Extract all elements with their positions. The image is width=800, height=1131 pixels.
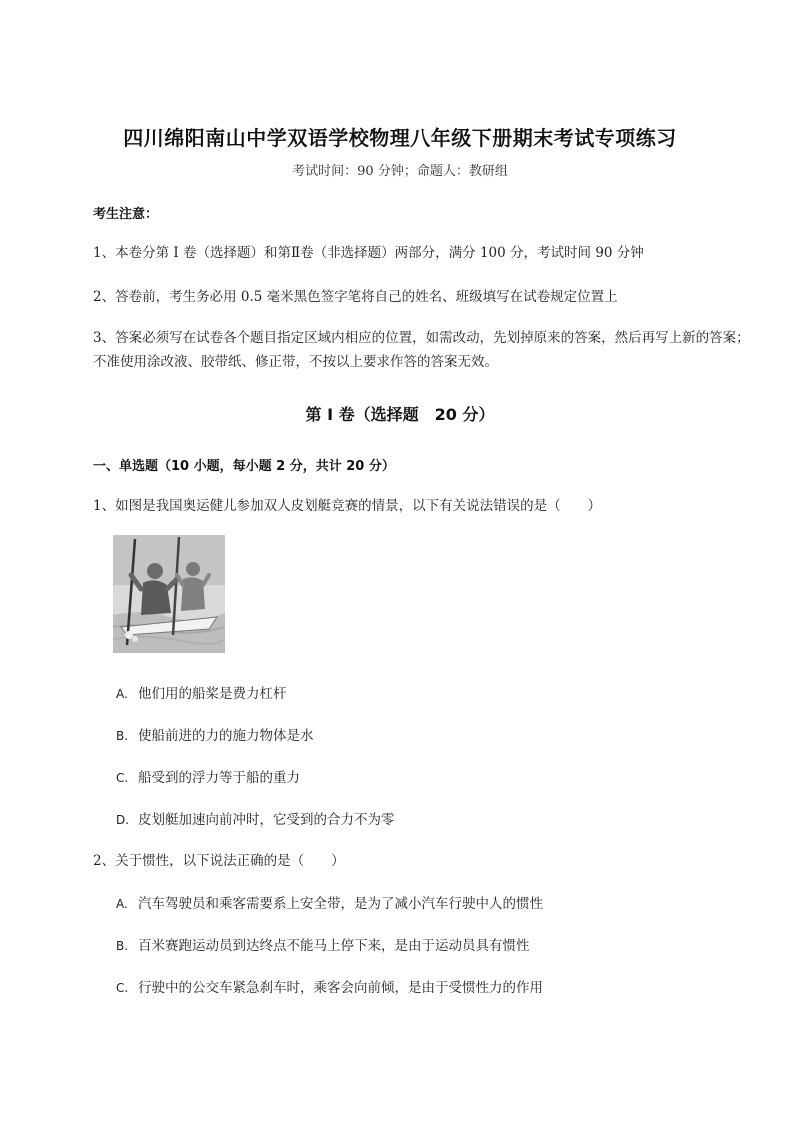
page-title: 四川绵阳南山中学双语学校物理八年级下册期末考试专项练习 [123, 126, 677, 150]
section-title: 第 I 卷（选择题 20 分） [305, 405, 495, 424]
question-stem: 2、关于惯性，以下说法正确的是（ ） [93, 853, 345, 869]
notice-item: 3、答案必须写在试卷各个题目指定区域内相应的位置，如需改动，先划掉原来的答案，然后再写上新的答案；不准使用涂改液、胶带纸、修正带，不按以上要求作答的答案无效。 [93, 330, 750, 370]
option-text: 皮划艇加速向前冲时，它受到的合力不为零 [138, 812, 395, 828]
option-a [116, 682, 287, 702]
option-c [116, 976, 543, 996]
kayak-photo-illustration [113, 535, 225, 653]
question-stem: 1、如图是我国奥运健儿参加双人皮划艇竞赛的情景，以下有关说法错误的是（ ） [93, 498, 602, 514]
option-a [116, 892, 543, 912]
option-letter: D. [116, 813, 130, 827]
option-text: 百米赛跑运动员到达终点不能马上停下来，是由于运动员具有惯性 [138, 938, 530, 954]
notice-item: 2、答卷前，考生务必用 0.5 毫米黑色签字笔将自己的姓名、班级填写在试卷规定位置上 [93, 289, 618, 305]
option-c [116, 766, 300, 786]
notice-heading: 考生注意： [93, 207, 159, 222]
option-letter: C. [116, 771, 129, 785]
option-letter: B. [116, 939, 129, 953]
option-letter: C. [116, 981, 129, 995]
option-text: 使船前进的力的施力物体是水 [138, 728, 314, 744]
option-text: 行驶中的公交车紧急刹车时，乘客会向前倾，是由于受惯性力的作用 [138, 980, 543, 996]
option-letter: A. [116, 897, 128, 911]
option-b [116, 934, 530, 954]
option-d [116, 808, 395, 828]
option-text: 汽车驾驶员和乘客需要系上安全带，是为了减小汽车行驶中人的惯性 [138, 896, 543, 912]
option-text: 船受到的浮力等于船的重力 [138, 770, 300, 786]
option-b [116, 724, 314, 744]
option-text: 他们用的船桨是费力杠杆 [138, 686, 287, 702]
part-heading: 一、单选题（10 小题，每小题 2 分，共计 20 分） [93, 459, 395, 474]
option-letter: A. [116, 687, 128, 701]
notice-item: 1、本卷分第 I 卷（选择题）和第Ⅱ卷（非选择题）两部分，满分 100 分，考试时间 90 分钟 [93, 245, 644, 261]
exam-info: 考试时间：90 分钟；命题人：教研组 [292, 164, 508, 179]
option-letter: B. [116, 729, 129, 743]
kayak-photo [113, 535, 225, 653]
